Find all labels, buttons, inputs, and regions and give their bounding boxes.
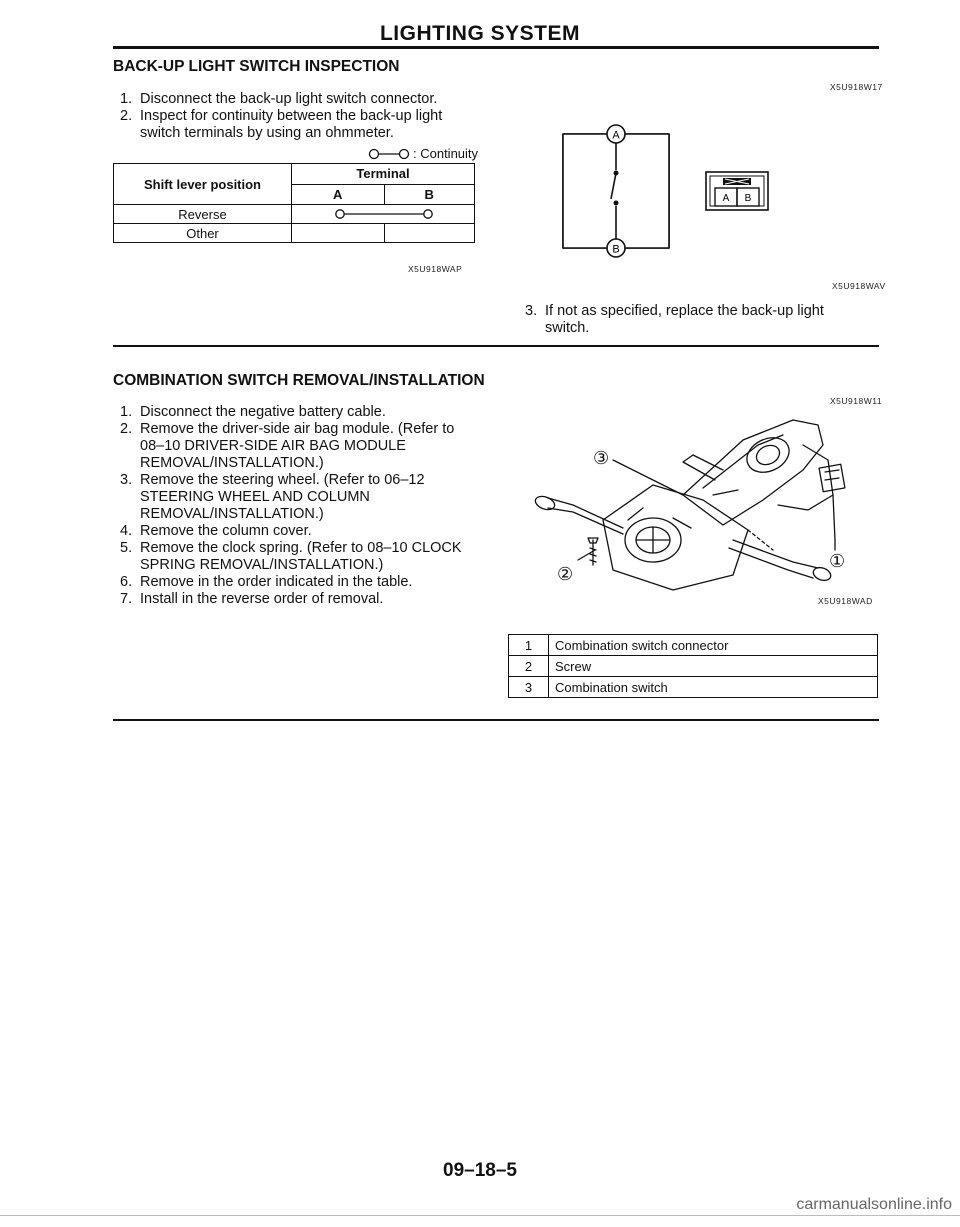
table-row: 2 Screw bbox=[509, 656, 878, 677]
continuity-table bbox=[113, 163, 475, 243]
terminal-b-label: B bbox=[612, 243, 620, 256]
combination-step-4: 4. Remove the column cover. bbox=[120, 523, 312, 539]
combination-steps bbox=[120, 404, 490, 608]
diagram-code: X5U918WAV bbox=[832, 281, 886, 291]
backup-steps bbox=[120, 91, 480, 142]
combination-step-2: 2. Remove the driver-side air bag module. (Refer to 08–10 DRIVER-SIDE AIR BAG MODULE REMOVAL/INSTALLATION.) bbox=[120, 421, 455, 471]
connector-a-label: A bbox=[722, 193, 730, 204]
terminal-header: Terminal bbox=[292, 164, 475, 185]
illustration-code: X5U918WAD bbox=[818, 596, 873, 606]
terminal-a-label: A bbox=[612, 129, 620, 142]
combination-heading: COMBINATION SWITCH REMOVAL/INSTALLATION bbox=[113, 372, 485, 389]
page-title: LIGHTING SYSTEM bbox=[379, 22, 580, 45]
shift-lever-header: Shift lever position bbox=[114, 164, 292, 205]
backup-step-3: 3. If not as specified, replace the back-up light switch. bbox=[525, 303, 824, 336]
bottom-rule bbox=[113, 719, 879, 721]
terminal-b-header: B bbox=[384, 184, 475, 205]
connector-b-label: B bbox=[744, 193, 752, 204]
backup-step-2: 2. Inspect for continuity between the back-up light switch terminals by using an ohmmeter. bbox=[120, 108, 443, 141]
parts-table bbox=[508, 634, 878, 698]
callout-3: ③ bbox=[593, 448, 610, 469]
combination-figure-code: X5U918W11 bbox=[830, 396, 883, 406]
watermark: carmanualsonline.info bbox=[796, 1196, 952, 1213]
continuity-line-icon bbox=[292, 207, 474, 221]
continuity-legend: : Continuity bbox=[368, 146, 478, 161]
callout-1: ① bbox=[829, 551, 846, 572]
bottom-edge-line bbox=[0, 1215, 960, 1216]
table-row: 1 Combination switch connector bbox=[509, 635, 878, 656]
table-row: 3 Combination switch bbox=[509, 677, 878, 698]
continuity-symbol-icon bbox=[368, 148, 410, 160]
combination-step-7: 7. Install in the reverse order of removal. bbox=[120, 591, 384, 607]
callout-2: ② bbox=[557, 564, 574, 585]
page-number: 09–18–5 bbox=[443, 1160, 517, 1181]
row-reverse-continuity bbox=[292, 205, 475, 224]
row-other-label: Other bbox=[114, 224, 292, 243]
table-code: X5U918WAP bbox=[408, 264, 463, 274]
combination-step-6: 6. Remove in the order indicated in the table. bbox=[120, 574, 413, 590]
terminal-a-header: A bbox=[292, 184, 385, 205]
combination-step-5: 5. Remove the clock spring. (Refer to 08–10 CLOCK SPRING REMOVAL/INSTALLATION.) bbox=[120, 540, 462, 573]
combination-switch-illustration bbox=[533, 400, 873, 595]
section-divider bbox=[113, 345, 879, 347]
backup-heading: BACK-UP LIGHT SWITCH INSPECTION bbox=[113, 58, 400, 75]
header-rule bbox=[113, 46, 879, 49]
figure-code: X5U918W17 bbox=[830, 82, 883, 92]
connector-icon bbox=[706, 172, 768, 210]
row-reverse-label: Reverse bbox=[114, 205, 292, 224]
switch-diagram bbox=[560, 108, 880, 278]
combination-step-1: 1. Disconnect the negative battery cable. bbox=[120, 404, 386, 420]
backup-step-1: 1. Disconnect the back-up light switch connector. bbox=[120, 91, 438, 107]
combination-step-3: 3. Remove the steering wheel. (Refer to 06–12 STEERING WHEEL AND COLUMN REMOVAL/INSTALLATION.) bbox=[120, 472, 425, 522]
